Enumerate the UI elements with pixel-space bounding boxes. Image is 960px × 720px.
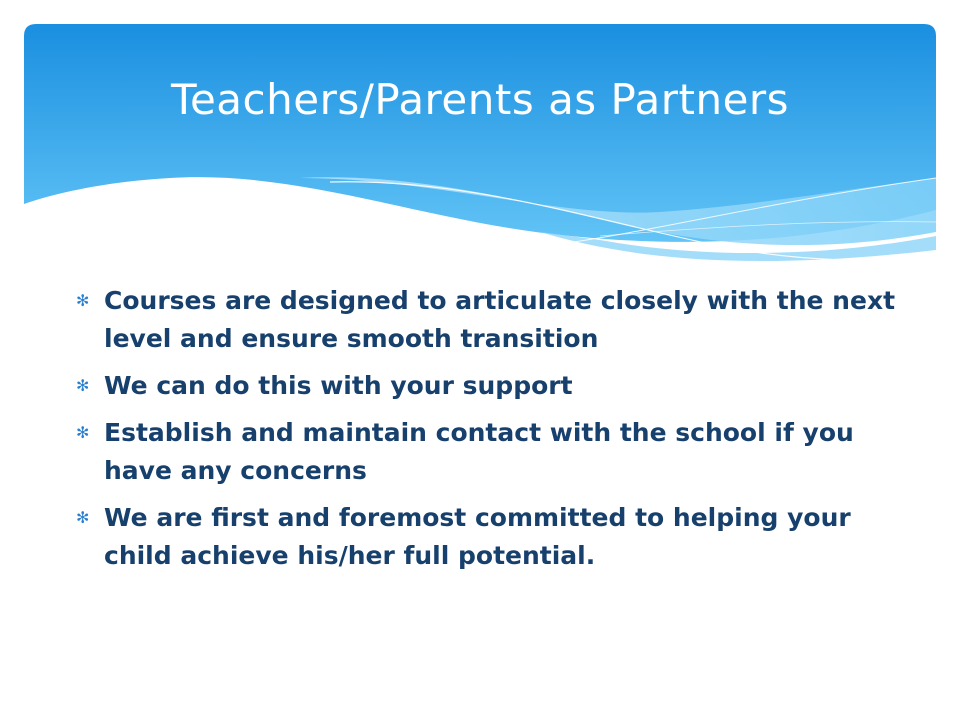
bullet-list (76, 282, 896, 584)
bullet-text: We are first and foremost committed to helping your child achieve his/her full potential. (104, 503, 851, 570)
bullet-item (76, 499, 896, 575)
asterisk-bullet-icon: ✻ (76, 376, 90, 395)
slide-title: Teachers/Parents as Partners (170, 75, 790, 124)
bullet-item (76, 282, 896, 358)
asterisk-bullet-icon: ✻ (76, 508, 90, 527)
bullet-text: We can do this with your support (104, 371, 573, 400)
header-wave-banner (0, 0, 960, 280)
bullet-text: Courses are designed to articulate closely with the next level and ensure smooth transition (104, 286, 896, 353)
bullet-text: Establish and maintain contact with the school if you have any concerns (104, 418, 854, 485)
bullet-item (76, 414, 896, 490)
bullet-item (76, 367, 896, 405)
asterisk-bullet-icon: ✻ (76, 423, 90, 442)
asterisk-bullet-icon: ✻ (76, 291, 90, 310)
